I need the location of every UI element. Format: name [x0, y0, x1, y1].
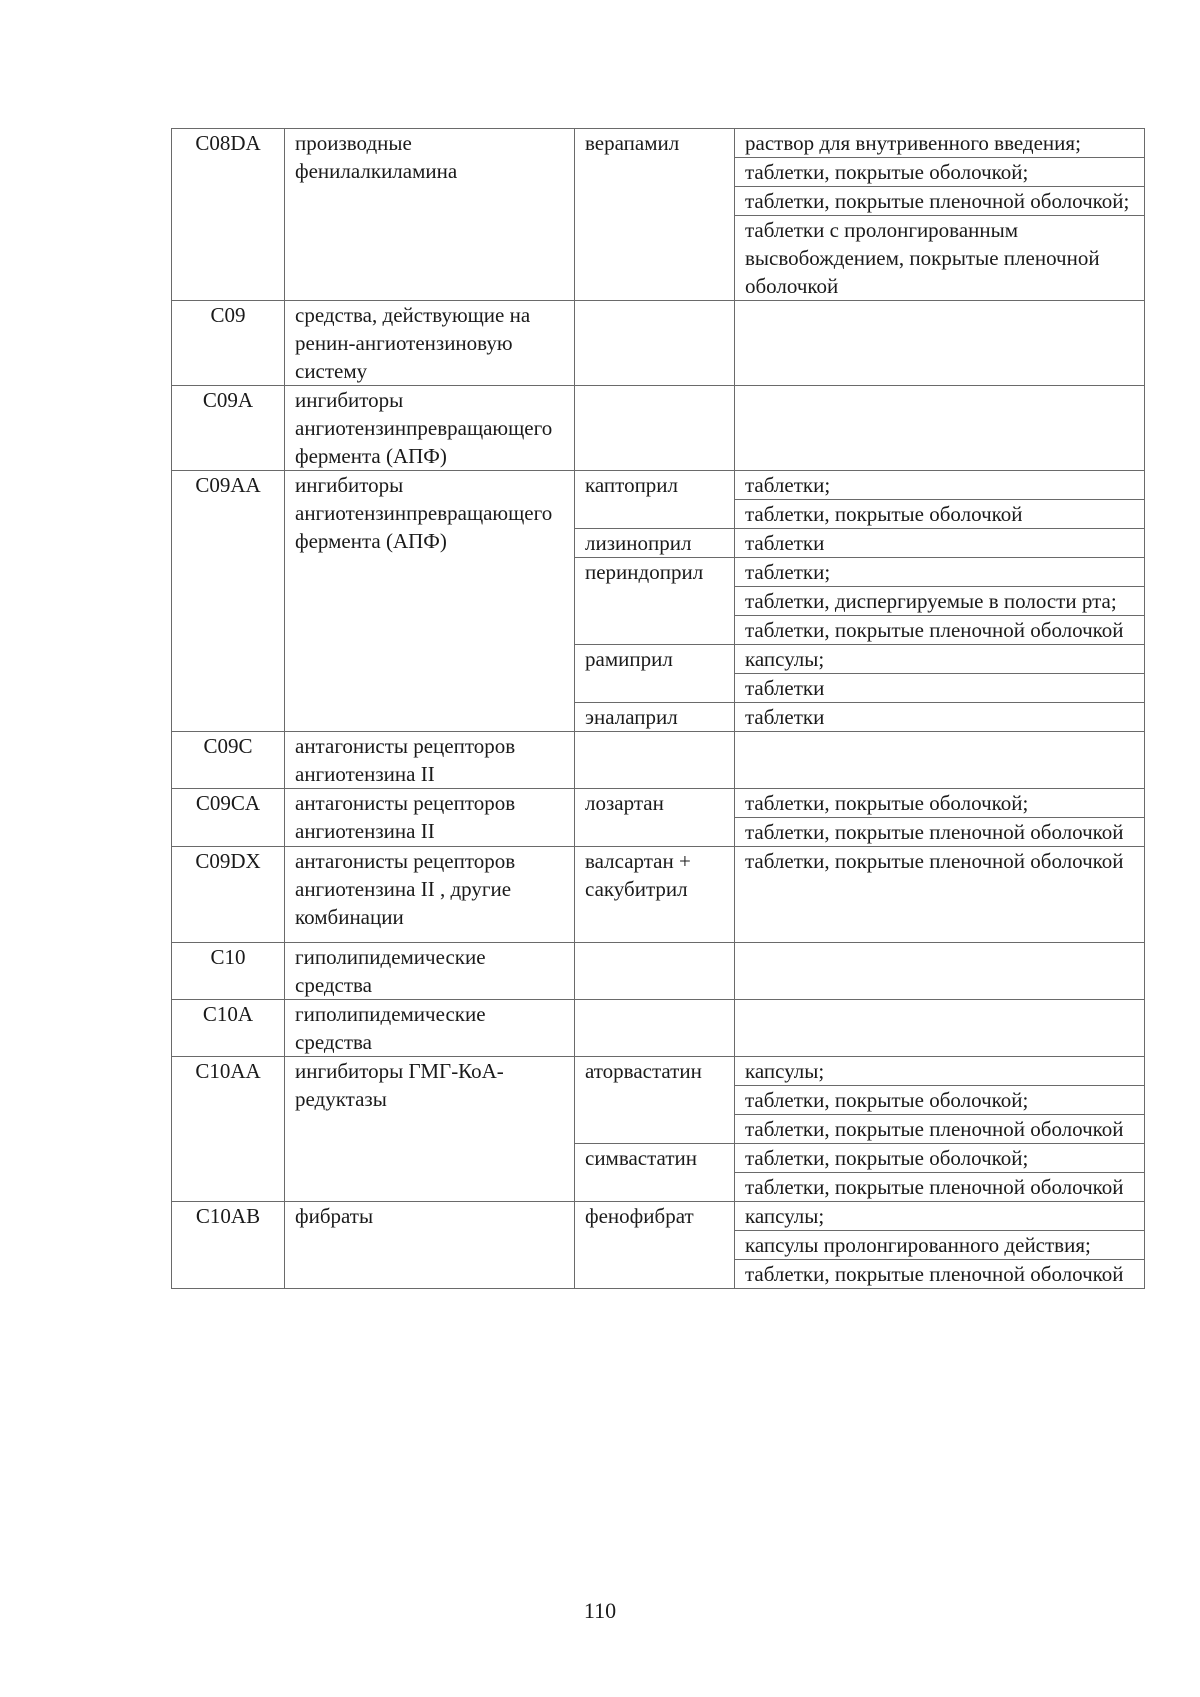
group-name-cell: гиполипидемические средства — [285, 943, 575, 1000]
table-row — [172, 1000, 1145, 1057]
dosage-form-cell: таблетки — [735, 703, 1145, 732]
drug-name-cell: симвастатин — [575, 1144, 735, 1202]
table-row — [172, 789, 1145, 818]
atc-code-cell: C09C — [172, 732, 285, 789]
drug-name-cell: валсартан + сакубитрил — [575, 847, 735, 943]
drug-table — [171, 128, 1145, 1289]
dosage-form-cell: раствор для внутривенного введения; — [735, 129, 1145, 158]
drug-name-cell: рамиприл — [575, 645, 735, 703]
dosage-form-cell: таблетки — [735, 674, 1145, 703]
atc-code-cell: C09 — [172, 301, 285, 386]
table-row — [172, 1202, 1145, 1231]
dosage-form-cell: таблетки, покрытые пленочной оболочкой — [735, 1173, 1145, 1202]
table-row — [172, 471, 1145, 500]
drug-name-cell: эналаприл — [575, 703, 735, 732]
group-name-cell: антагонисты рецепторов ангиотензина II — [285, 732, 575, 789]
drug-name-cell — [575, 943, 735, 1000]
group-name-cell: фибраты — [285, 1202, 575, 1289]
drug-name-cell: верапамил — [575, 129, 735, 301]
dosage-form-cell: таблетки; — [735, 471, 1145, 500]
dosage-form-cell: капсулы; — [735, 1057, 1145, 1086]
drug-name-cell — [575, 386, 735, 471]
dosage-form-cell: таблетки, покрытые оболочкой; — [735, 789, 1145, 818]
atc-code-cell: C09DX — [172, 847, 285, 943]
table-row — [172, 1057, 1145, 1086]
drug-name-cell — [575, 301, 735, 386]
dosage-form-cell: таблетки с пролонгированным высвобождением, покрытые пленочной оболочкой — [735, 216, 1145, 301]
atc-code-cell: C09AA — [172, 471, 285, 732]
drug-name-cell: лозартан — [575, 789, 735, 847]
group-name-cell: антагонисты рецепторов ангиотензина II — [285, 789, 575, 847]
atc-code-cell: C10A — [172, 1000, 285, 1057]
table-row — [172, 943, 1145, 1000]
dosage-form-cell: таблетки, покрытые пленочной оболочкой — [735, 847, 1145, 943]
atc-code-cell: C10AB — [172, 1202, 285, 1289]
table-row — [172, 386, 1145, 471]
dosage-form-cell: таблетки, покрытые пленочной оболочкой — [735, 1115, 1145, 1144]
dosage-form-cell: таблетки, покрытые оболочкой; — [735, 1144, 1145, 1173]
dosage-form-cell: таблетки, покрытые пленочной оболочкой — [735, 616, 1145, 645]
group-name-cell: ингибиторы ГМГ-КоА-редуктазы — [285, 1057, 575, 1202]
atc-code-cell: C10 — [172, 943, 285, 1000]
dosage-form-cell: таблетки, покрытые оболочкой; — [735, 158, 1145, 187]
atc-code-cell: C09CA — [172, 789, 285, 847]
drug-name-cell: каптоприл — [575, 471, 735, 529]
dosage-form-cell — [735, 943, 1145, 1000]
dosage-form-cell: таблетки, покрытые пленочной оболочкой; — [735, 187, 1145, 216]
table-row — [172, 301, 1145, 386]
dosage-form-cell: таблетки, покрытые пленочной оболочкой — [735, 818, 1145, 847]
table-row — [172, 732, 1145, 789]
group-name-cell: ингибиторы ангиотензинпревращающего фермента (АПФ) — [285, 386, 575, 471]
table-body — [172, 129, 1145, 1289]
atc-code-cell: C08DA — [172, 129, 285, 301]
dosage-form-cell — [735, 386, 1145, 471]
drug-name-cell — [575, 732, 735, 789]
dosage-form-cell: таблетки, покрытые пленочной оболочкой — [735, 1260, 1145, 1289]
dosage-form-cell: капсулы; — [735, 1202, 1145, 1231]
drug-name-cell: аторвастатин — [575, 1057, 735, 1144]
dosage-form-cell: капсулы пролонгированного действия; — [735, 1231, 1145, 1260]
dosage-form-cell: таблетки, диспергируемые в полости рта; — [735, 587, 1145, 616]
dosage-form-cell — [735, 1000, 1145, 1057]
dosage-form-cell — [735, 732, 1145, 789]
dosage-form-cell: капсулы; — [735, 645, 1145, 674]
group-name-cell: производные фенилалкиламина — [285, 129, 575, 301]
page-number: 110 — [583, 1598, 617, 1623]
drug-name-cell: периндоприл — [575, 558, 735, 645]
dosage-form-cell: таблетки, покрытые оболочкой; — [735, 1086, 1145, 1115]
dosage-form-cell: таблетки; — [735, 558, 1145, 587]
dosage-form-cell — [735, 301, 1145, 386]
atc-code-cell: C10AA — [172, 1057, 285, 1202]
table-row — [172, 847, 1145, 943]
group-name-cell: антагонисты рецепторов ангиотензина II , другие комбинации — [285, 847, 575, 943]
dosage-form-cell: таблетки, покрытые оболочкой — [735, 500, 1145, 529]
dosage-form-cell: таблетки — [735, 529, 1145, 558]
group-name-cell: гиполипидемические средства — [285, 1000, 575, 1057]
atc-code-cell: C09A — [172, 386, 285, 471]
group-name-cell: ингибиторы ангиотензинпревращающего фермента (АПФ) — [285, 471, 575, 732]
drug-name-cell: фенофибрат — [575, 1202, 735, 1289]
group-name-cell: средства, действующие на ренин-ангиотензиновую систему — [285, 301, 575, 386]
drug-name-cell — [575, 1000, 735, 1057]
drug-name-cell: лизиноприл — [575, 529, 735, 558]
table-row — [172, 129, 1145, 158]
